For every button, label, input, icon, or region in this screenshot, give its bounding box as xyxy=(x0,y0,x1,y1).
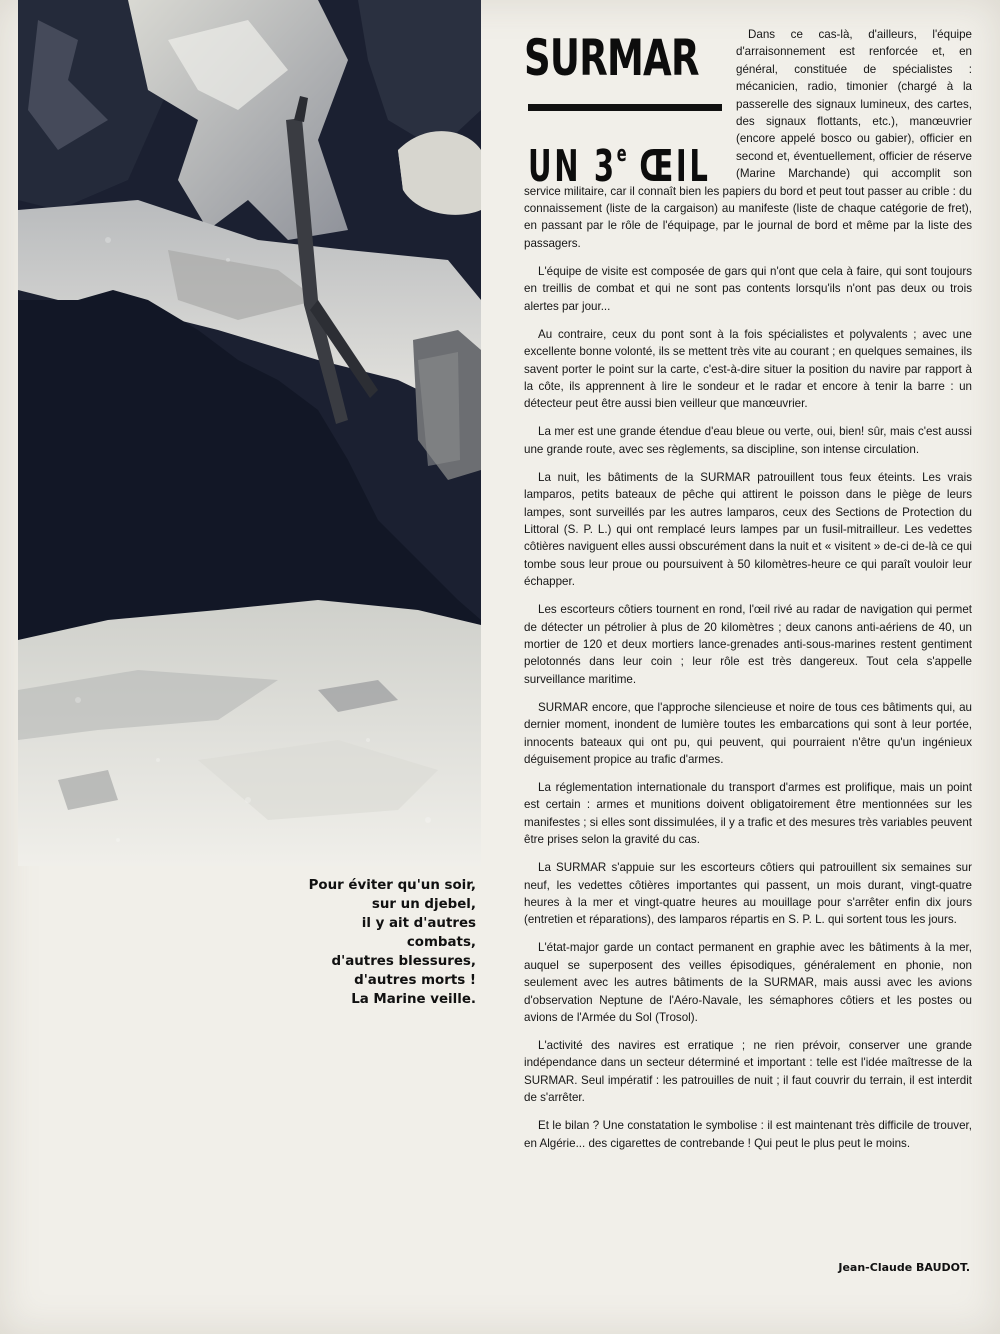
article-paragraph: L'équipe de visite est composée de gars qui n'ont que cela à faire, qui sont toujours en treillis de combat et qui ne sont pas contents lorsqu'ils n'ont pas deux ou trois alertes par jour... xyxy=(524,264,972,313)
article-paragraph: L'activité des navires est erratique ; ne rien prévoir, conserver une grande indépendance dans un secteur déterminé et important : telle est l'idée maîtresse de la SURMAR. Seul impératif : les patrouilles de nuit ; il faut couvrir du terrain, il est interdit de s'arrêter. xyxy=(524,1039,972,1105)
article-body xyxy=(524,26,972,1163)
author-signature: Jean-Claude BAUDOT. xyxy=(838,1261,970,1274)
article-paragraph: L'état-major garde un contact permanent en graphie avec les bâtiments à la mer, auquel se superposent des veilles épisodiques, généralement en phonie, non seulement avec les autres bâtiments de la SURMAR, mais aussi avec les avions d'observation Neptune de l'Aéro-Navale, les sémaphores côtiers et les postes ou avions de l'Armée du Sol (Trosol). xyxy=(524,941,972,1025)
headline-spacer xyxy=(524,26,736,182)
caption-line: sur un djebel, xyxy=(371,897,476,912)
article-paragraph: La mer est une grande étendue d'eau bleue ou verte, oui, bien! sûr, mais c'est aussi une grande route, avec ses règlements, sa discipline, son intense circulation. xyxy=(524,425,972,456)
article-paragraph: La nuit, les bâtiments de la SURMAR patrouillent tous feux éteints. Les vrais lamparos, petits bateaux de pêche qui attirent le poisson dans le piège de leurs lampes, sont surveillés par les autres lamparos, ceux des Sections de Protection du Littoral (S. P. L.) qui ont remplacé leurs lampes par un fusil-mitrailleur. Les vedettes côtières naviguent elles aussi obscurément dans la nuit et « visitent » de-ci de-là ce qui tombe sous leur proue ou poursuivent à 50 kilomètres-heure ce qui paraît vouloir leur échapper. xyxy=(524,470,972,589)
photo-caption xyxy=(250,876,476,1009)
article-paragraph: Au contraire, ceux du pont sont à la fois spécialistes et polyvalents ; avec une excellente bonne volonté, ils se mettent très vite au courant ; en quelques semaines, ils savent porter le point sur la carte, c'est-à-dire situer la position du navire par rapport à la côte, ils apprennent à lire le sondeur et le radar et encore à tenir la barre : un détecteur peut être aussi bien veilleur que manœuvrier. xyxy=(524,327,972,411)
article-paragraph: La SURMAR s'appuie sur les escorteurs côtiers qui patrouillent six semaines sur neuf, les vedettes côtières importantes qui passent, un mois durant, vingt-quatre heures à la mer et vingt-quatre heures au mouillage pour s'arrêter enfin dix jours (entretien et réparations), des lamparos répartis en S. P. L. qui sortent tous les jours. xyxy=(524,861,972,927)
caption-line: La Marine veille. xyxy=(351,992,476,1007)
subtitle-sup: e xyxy=(616,142,627,167)
caption-line: il y ait d'autres xyxy=(361,916,476,931)
article-paragraph: Et le bilan ? Une constatation le symbolise : il est maintenant très difficile de trouver, en Algérie... des cigarettes de contrebande ! Qui peut le plus peut le moins. xyxy=(524,1119,972,1150)
article-paragraph: SURMAR encore, que l'approche silencieuse et noire de tous ces bâtiments qui, au dernier moment, inondent de lumière toutes les embarcations qui sont à leur portée, innocents bateaux qui ont pu, qui peuvent, qui pourraient n'être qu'un ingénieux déguisement propice au trafic d'armes. xyxy=(524,700,972,766)
subtitle-main: UN 3 xyxy=(528,141,617,192)
war-photograph xyxy=(18,0,481,866)
caption-line: d'autres morts ! xyxy=(354,973,476,988)
article-paragraph: La réglementation internationale du transport d'armes est prolifique, mais un point est certain : armes et munitions doivent obligatoirement être mentionnées sur les manifestes ; si elles sont dissimulées, il y a trafic et des mesures très variables peuvent être prises selon la gravité du cas. xyxy=(524,781,972,847)
caption-line: combats, xyxy=(406,935,476,950)
article-paragraph: Les escorteurs côtiers tournent en rond, l'œil rivé au radar de navigation qui permet de détecter un pétrolier à plus de 20 kilomètres ; deux canons anti-aériens de 40, un mortier de 120 et deux mortiers lance-grenades anti-sous-marines restent gentiment pelotonnés dans leur coin ; leur rôle est très dangereux. Tout cela s'appelle surveillance maritime. xyxy=(524,603,972,686)
subtitle-end: ŒIL xyxy=(626,141,711,192)
caption-line: d'autres blessures, xyxy=(331,954,476,969)
headline-title: SURMAR xyxy=(524,29,699,87)
caption-line: Pour éviter qu'un soir, xyxy=(308,878,476,893)
article-paragraph: Dans ce cas-là, d'ailleurs, l'équipe d'arraisonnement est renforcée et, en général, constituée de spécialistes : mécanicien, radio, timonier (chargé à la passerelle des signaux lumineux, des cartes, des signaux flottants, etc.), manœuvrier (encore appelé bosco ou gabier), officier en second et, éventuellement, officier de réserve (Marine Marchande) qui accomplit son service militaire, car il connaît bien les papiers du bord et peut tout passer au crible : du connaissement (liste de la cargaison) au manifeste (liste de chaque catégorie de fret), en passant par le rôle de l'équipage, par le journal de bord et même par la liste des passagers. xyxy=(524,28,972,250)
